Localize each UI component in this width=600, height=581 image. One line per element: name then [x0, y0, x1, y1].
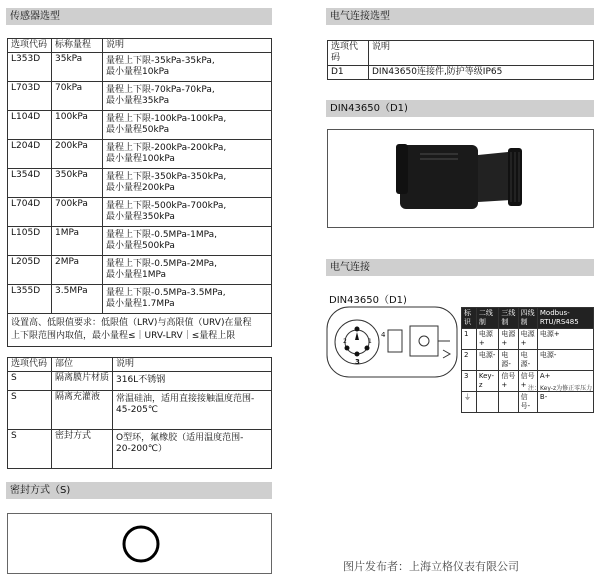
sensor-note-line1: 设置高、低限值要求：低限值（LRV)与高限值（URV)在量程 [11, 318, 252, 328]
sensor-range: 70kPa [52, 82, 103, 111]
material-code: S [8, 372, 52, 391]
wiring-cell: 电源- [476, 350, 499, 371]
svg-text:2: 2 [343, 338, 347, 345]
header-desc: 说明 [103, 39, 272, 53]
header-range: 标称量程 [52, 39, 103, 53]
sensor-desc-line1: 量程上下限-70kPa-70kPa, [106, 85, 215, 95]
sensor-code: L354D [8, 169, 52, 198]
material-desc-line1: 316L不锈钢 [116, 375, 166, 385]
elec-select-table [327, 40, 594, 80]
wiring-cell: 电源+ [537, 329, 593, 350]
wiring-cell: 电源+ [476, 329, 499, 350]
wiring-row [462, 350, 594, 371]
sensor-range: 1MPa [52, 227, 103, 256]
sensor-desc-line2: 最小量程500kPa [106, 241, 175, 251]
sensor-desc-line2: 最小量程200kPa [106, 183, 175, 193]
sensor-desc-line1: 量程上下限-35kPa-35kPa, [106, 56, 215, 66]
sensor-note-line2: 上下限范围内取值，最小量程≤｜URV-LRV｜≤量程上限 [11, 331, 236, 341]
sensor-code: L205D [8, 256, 52, 285]
wiring-cell: B- [537, 392, 593, 413]
material-desc [113, 430, 272, 469]
wiring-diagram [326, 306, 458, 378]
sensor-desc [103, 111, 272, 140]
wiring-cell [476, 392, 499, 413]
sensor-section-header [6, 8, 272, 25]
material-part: 隔离膜片材质 [52, 372, 113, 391]
svg-text:1: 1 [368, 338, 372, 345]
sensor-desc-line2: 最小量程350kPa [106, 212, 175, 222]
material-desc-line1: 常温硅油，适用直接接触温度范围- [116, 394, 255, 404]
sensor-desc [103, 53, 272, 82]
material-desc-line2: 45-205℃ [116, 405, 158, 415]
wiring-row [462, 392, 594, 413]
sensor-desc-line2: 最小量程50kPa [106, 125, 170, 135]
elec-code: D1 [328, 66, 369, 80]
material-table [7, 357, 272, 469]
material-desc [113, 391, 272, 430]
mat-header-desc: 说明 [113, 358, 272, 372]
wiring-header-row [462, 308, 594, 329]
sensor-code: L353D [8, 53, 52, 82]
sensor-desc-line1: 量程上下限-350kPa-350kPa, [106, 172, 227, 182]
elec-desc: DIN43650连接件,防护等级IP65 [369, 66, 594, 80]
elec-select-row [328, 66, 594, 80]
elec-select-title: 电气连接选型 [330, 11, 390, 22]
material-part: 隔离充灌液 [52, 391, 113, 430]
wiring-cell: 1 [462, 329, 477, 350]
mat-header-code: 选项代码 [8, 358, 52, 372]
wiring-cell: 电源+ [499, 329, 518, 350]
sensor-section-title: 传感器选型 [10, 11, 60, 22]
wiring-cell: 电源- [537, 350, 593, 371]
elec-header-desc: 说明 [369, 41, 594, 66]
sensor-desc-line2: 最小量程100kPa [106, 154, 175, 164]
sensor-desc [103, 285, 272, 314]
elec-select-header-row [328, 41, 594, 66]
wiring-cell: 信号+ [518, 371, 537, 392]
elec-conn-subtitle: DIN43650（D1) [329, 295, 407, 306]
elec-header-code: 选项代码 [328, 41, 369, 66]
svg-text:3: 3 [355, 358, 360, 366]
wiring-cell: ⏚ [462, 392, 477, 413]
sensor-desc-line2: 最小量程1MPa [106, 270, 167, 280]
sensor-note-row [8, 314, 272, 347]
wiring-cell: 2 [462, 350, 477, 371]
sensor-desc-line2: 最小量程35kPa [106, 96, 170, 106]
wiring-header-mark: 标识 [462, 308, 477, 329]
wiring-header-2wire: 二线制 [476, 308, 499, 329]
sensor-desc-line1: 量程上下限-100kPa-100kPa, [106, 114, 227, 124]
wiring-cell: 电源+ [518, 329, 537, 350]
wiring-cell: 电源- [518, 350, 537, 371]
sensor-desc [103, 169, 272, 198]
din-photo-box [327, 129, 594, 228]
seal-section-header [6, 482, 272, 499]
sensor-code: L104D [8, 111, 52, 140]
wiring-note: 注：Key-z为修正零压力 [528, 385, 593, 392]
sensor-row [8, 227, 272, 256]
sensor-desc-line1: 量程上下限-0.5MPa-3.5MPa, [106, 288, 226, 298]
material-desc [113, 372, 272, 391]
seal-section-title: 密封方式（S) [10, 485, 71, 496]
material-row [8, 372, 272, 391]
material-code: S [8, 391, 52, 430]
sensor-desc-line1: 量程上下限-500kPa-700kPa, [106, 201, 227, 211]
wiring-cell: 信号+ [499, 371, 518, 392]
sensor-range: 3.5MPa [52, 285, 103, 314]
wiring-cell: A+ [537, 371, 593, 392]
mat-header-part: 部位 [52, 358, 113, 372]
material-desc-line1: O型环，氟橡胶（适用温度范围- [116, 433, 244, 443]
sensor-row [8, 285, 272, 314]
elec-conn-title: 电气连接 [330, 262, 370, 273]
wiring-cell: 3 [462, 371, 477, 392]
sensor-row [8, 140, 272, 169]
elec-conn-header [326, 259, 594, 276]
sensor-code: L704D [8, 198, 52, 227]
sensor-range: 350kPa [52, 169, 103, 198]
din-photo-title: DIN43650（D1) [330, 103, 408, 114]
wiring-table [461, 307, 594, 413]
wiring-cell: 电源- [499, 350, 518, 371]
wiring-header-3wire: 三线制 [499, 308, 518, 329]
sensor-desc-line1: 量程上下限-0.5MPa-1MPa, [106, 230, 218, 240]
sensor-range: 2MPa [52, 256, 103, 285]
sensor-desc-line2: 最小量程1.7MPa [106, 299, 175, 309]
sensor-desc [103, 227, 272, 256]
sensor-row [8, 169, 272, 198]
material-part: 密封方式 [52, 430, 113, 469]
header-code: 选项代码 [8, 39, 52, 53]
sensor-code: L204D [8, 140, 52, 169]
elec-select-header [326, 8, 594, 25]
sensor-row [8, 256, 272, 285]
sensor-code: L703D [8, 82, 52, 111]
sensor-desc [103, 82, 272, 111]
material-code: S [8, 430, 52, 469]
wiring-cell: Key-z [476, 371, 499, 392]
sensor-range: 700kPa [52, 198, 103, 227]
sensor-range: 200kPa [52, 140, 103, 169]
sensor-range: 100kPa [52, 111, 103, 140]
sensor-table [7, 38, 272, 347]
sensor-desc [103, 256, 272, 285]
publisher-watermark: 图片发布者：上海立格仪表有限公司 [343, 560, 519, 573]
material-table-header-row [8, 358, 272, 372]
din-connector-image [328, 130, 593, 227]
sensor-code: L105D [8, 227, 52, 256]
sensor-row [8, 53, 272, 82]
o-ring-image [8, 514, 273, 575]
material-row [8, 430, 272, 469]
connector-pinout-drawing [326, 306, 458, 378]
sensor-desc-line2: 最小量程10kPa [106, 67, 170, 77]
wiring-cell [499, 392, 518, 413]
material-row [8, 391, 272, 430]
sensor-range: 35kPa [52, 53, 103, 82]
sensor-row [8, 111, 272, 140]
sensor-desc-line1: 量程上下限-0.5MPa-2MPa, [106, 259, 218, 269]
sensor-desc [103, 140, 272, 169]
wiring-row [462, 329, 594, 350]
sensor-table-header-row [8, 39, 272, 53]
diagram-pin-4-label: 4 [381, 331, 386, 339]
wiring-header-4wire: 四线制 [518, 308, 537, 329]
material-desc-line2: 20-200℃） [116, 444, 167, 454]
sensor-desc [103, 198, 272, 227]
seal-image-box [7, 513, 272, 574]
sensor-row [8, 82, 272, 111]
din-photo-header [326, 100, 594, 117]
sensor-code: L355D [8, 285, 52, 314]
sensor-desc-line1: 量程上下限-200kPa-200kPa, [106, 143, 227, 153]
wiring-header-modbus: Modbus-RTU/RS485 [537, 308, 593, 329]
sensor-row [8, 198, 272, 227]
wiring-cell: 信号- [518, 392, 537, 413]
